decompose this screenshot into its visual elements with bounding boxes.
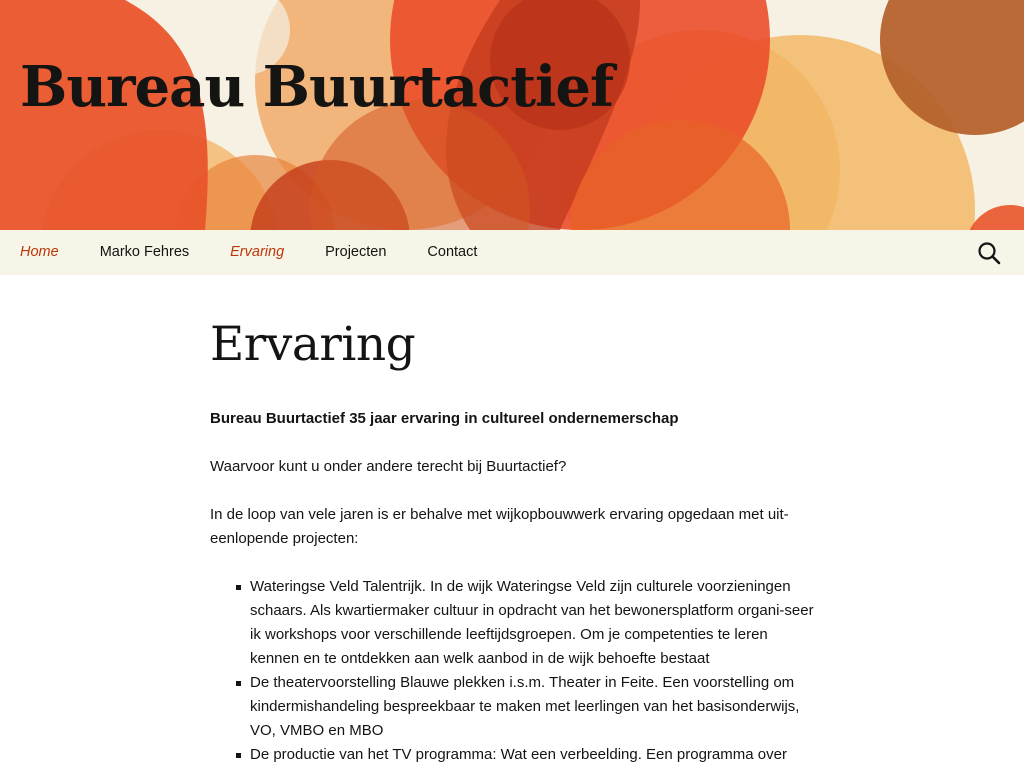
- experience-list: [210, 575, 814, 767]
- nav-link-ervaring[interactable]: Ervaring: [230, 244, 285, 260]
- bullet-icon: [236, 681, 241, 686]
- bullet-icon: [236, 585, 241, 590]
- nav-link-home[interactable]: Home: [20, 244, 59, 260]
- nav-item-ervaring: [210, 230, 305, 275]
- site-header: [0, 0, 1024, 230]
- bullet-icon: [236, 753, 241, 758]
- site-title[interactable]: Bureau Buurtactief: [20, 54, 614, 120]
- intro-paragraph: In de loop van vele jaren is er behalve met wijkopbouwwerk ervaring opgedaan met uit-eenlopende projecten:: [210, 506, 789, 547]
- nav-item-home: [0, 230, 80, 275]
- lead-paragraph: Bureau Buurtactief 35 jaar ervaring in cultureel ondernemerschap: [210, 410, 679, 427]
- nav-item-marko-fehres: [80, 230, 210, 275]
- search-button[interactable]: [976, 240, 1002, 266]
- list-item: [250, 671, 814, 743]
- list-item-text: De theatervoorstelling Blauwe plekken i.s.m. Theater in Feite. Een voorstelling om kindermishandeling bespreekbaar te maken met leerlingen van het basisonderwijs, VO, VMBO en MBO: [250, 674, 800, 739]
- list-item-text: Wateringse Veld Talentrijk. In de wijk Wateringse Veld zijn culturele voorzieningen schaars. Als kwartiermaker cultuur in opdracht van het bewonersplatform organi-seer ik workshops voor verschillende leeftijdsgroepen. Om je competenties te leren kennen en te ontdekken aan welk aanbod in de wijk behoefte bestaat: [250, 578, 814, 667]
- nav-link-contact[interactable]: Contact: [427, 244, 478, 260]
- nav-link-marko-fehres[interactable]: Marko Fehres: [99, 244, 190, 260]
- list-item-text: De productie van het TV programma: Wat een verbeelding. Een programma over: [250, 746, 787, 763]
- list-item: [250, 743, 814, 767]
- nav-item-projecten: [305, 230, 407, 275]
- nav-item-contact: [407, 230, 498, 275]
- question-paragraph: Waarvoor kunt u onder andere terecht bij Buurtactief?: [210, 458, 567, 475]
- list-item: [250, 575, 814, 671]
- page-title: Ervaring: [210, 317, 416, 372]
- main-content: [210, 275, 814, 767]
- entry-content: [210, 407, 814, 767]
- nav-link-projecten[interactable]: Projecten: [325, 244, 387, 260]
- search-icon: [976, 240, 1002, 266]
- nav-menu: [0, 230, 498, 275]
- main-navigation: [0, 230, 1024, 275]
